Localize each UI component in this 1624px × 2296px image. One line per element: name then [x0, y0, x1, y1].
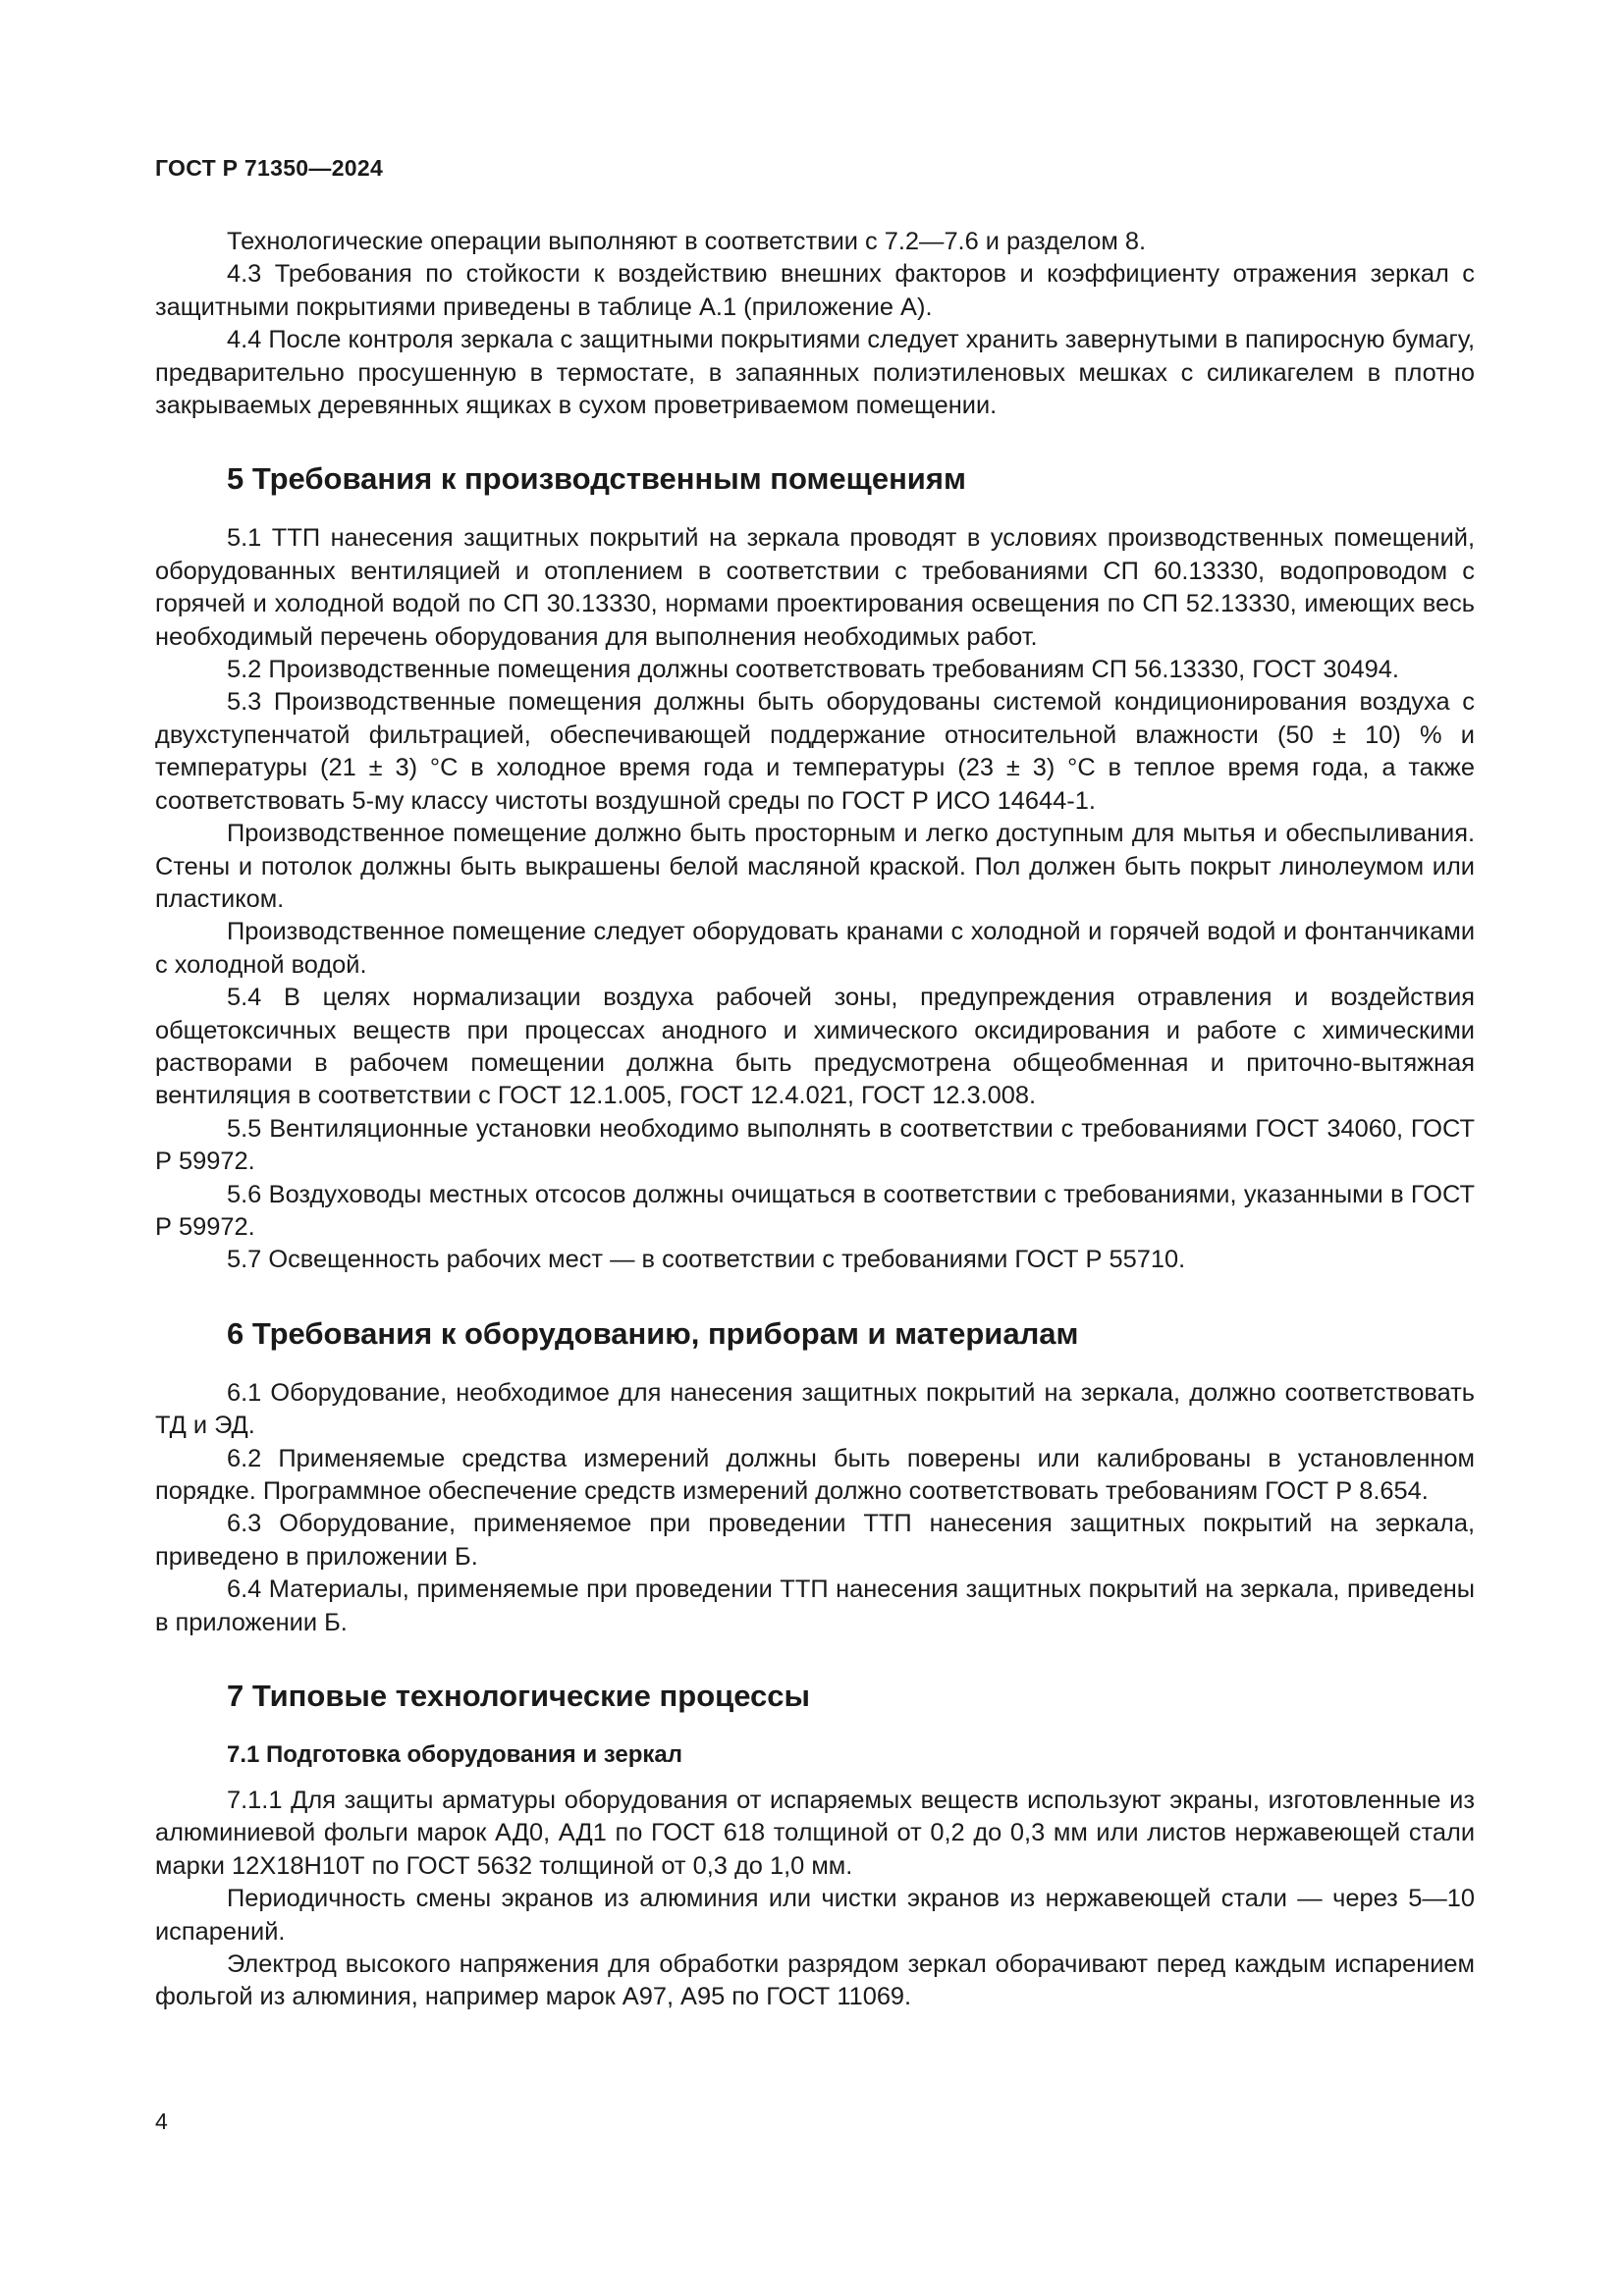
- paragraph: Производственное помещение должно быть просторным и легко доступным для мытья и обеспыливания. Стены и потолок должны быть выкрашены белой масляной краской. Пол должен быть покрыт линолеумом или пластиком.: [155, 820, 1475, 913]
- paragraph: 4.3 Требования по стойкости к воздействию внешних факторов и коэффициенту отражения зеркал с защитными покрытиями приведены в таблице А.1 (приложение А).: [155, 260, 1475, 321]
- paragraph: Производственное помещение следует оборудовать кранами с холодной и горячей водой и фонтанчиками с холодной водой.: [155, 918, 1475, 979]
- paragraph: 5.4 В целях нормализации воздуха рабочей зоны, предупреждения отравления и воздействия общетоксичных веществ при процессах анодного и химического оксидирования и работе с химическими растворами в рабочем помещении должна быть предусмотрена общеобменная и приточно-вытяжная вентиляция в соответствии с ГОСТ 12.1.005, ГОСТ 12.4.021, ГОСТ 12.3.008.: [155, 984, 1475, 1110]
- paragraph: 5.7 Освещенность рабочих мест — в соответствии с требованиями ГОСТ Р 55710.: [227, 1246, 1186, 1274]
- paragraph: 5.1 ТТП нанесения защитных покрытий на зеркала проводят в условиях производственных помещений, оборудованных вентиляцией и отоплением в соответствии с требованиями СП 60.13330, водопроводом с горячей и холодной водой по СП 30.13330, нормами проектирования освещения по СП 52.13330, имеющих весь необходимый перечень оборудования для выполнения необходимых работ.: [155, 524, 1475, 651]
- paragraph: Электрод высокого напряжения для обработки разрядом зеркал оборачивают перед каждым испарением фольгой из алюминия, например марок А97, А95 по ГОСТ 11069.: [155, 1950, 1475, 2011]
- paragraph: 5.3 Производственные помещения должны быть оборудованы системой кондиционирования воздуха с двухступенчатой фильтрацией, обеспечивающей поддержание относительной влажности (50 ± 10) % и температуры (21 ± 3) °С в холодное время года и температуры (23 ± 3) °С в теплое время года, а также соответствовать 5-му классу чистоты воздушной среды по ГОСТ Р ИСО 14644-1.: [155, 688, 1475, 815]
- paragraph: 4.4 После контроля зеркала с защитными покрытиями следует хранить завернутыми в папиросную бумагу, предварительно просушенную в термостате, в запаянных полиэтиленовых мешках с силикагелем в плотно закрываемых деревянных ящиках в сухом проветриваемом помещении.: [155, 326, 1475, 420]
- paragraph: Технологические операции выполняют в соответствии с 7.2—7.6 и разделом 8.: [227, 228, 1147, 255]
- paragraph: 6.1 Оборудование, необходимое для нанесения защитных покрытий на зеркала, должно соответствовать ТД и ЭД.: [155, 1378, 1475, 1440]
- paragraph: 5.5 Вентиляционные установки необходимо выполнять в соответствии с требованиями ГОСТ 34060, ГОСТ Р 59972.: [155, 1114, 1475, 1176]
- document-body: [155, 226, 1475, 2014]
- paragraph: 7.1.1 Для защиты арматуры оборудования от испаряемых веществ используют экраны, изготовленные из алюминиевой фольги марок АД0, АД1 по ГОСТ 618 толщиной от 0,2 до 0,3 мм или листов нержавеющей стали марки 12Х18Н10Т по ГОСТ 5632 толщиной от 0,3 до 1,0 мм.: [155, 1787, 1475, 1880]
- paragraph: Периодичность смены экранов из алюминия или чистки экранов из нержавеющей стали — через 5—10 испарений.: [155, 1885, 1475, 1946]
- section-heading: 5 Требования к производственным помещениям: [227, 461, 966, 497]
- paragraph: 5.6 Воздуховоды местных отсосов должны очищаться в соответствии с требованиями, указанными в ГОСТ Р 59972.: [155, 1180, 1475, 1241]
- section-heading: 7 Типовые технологические процессы: [227, 1679, 810, 1714]
- section-heading: 6 Требования к оборудованию, приборам и материалам: [227, 1315, 1079, 1351]
- paragraph: 6.4 Материалы, применяемые при проведении ТТП нанесения защитных покрытий на зеркала, приведены в приложении Б.: [155, 1575, 1475, 1636]
- document-header: ГОСТ Р 71350—2024: [155, 155, 384, 181]
- paragraph: 6.2 Применяемые средства измерений должны быть поверены или калиброваны в установленном порядке. Программное обеспечение средств измерений должно соответствовать требованиям ГОСТ Р 8.654.: [155, 1444, 1475, 1505]
- paragraph: 5.2 Производственные помещения должны соответствовать требованиям СП 56.13330, ГОСТ 30494.: [227, 656, 1399, 684]
- subsection-heading: 7.1 Подготовка оборудования и зеркал: [227, 1741, 682, 1769]
- paragraph: 6.3 Оборудование, применяемое при проведении ТТП нанесения защитных покрытий на зеркала, приведено в приложении Б.: [155, 1510, 1475, 1571]
- page-number: 4: [155, 2109, 168, 2134]
